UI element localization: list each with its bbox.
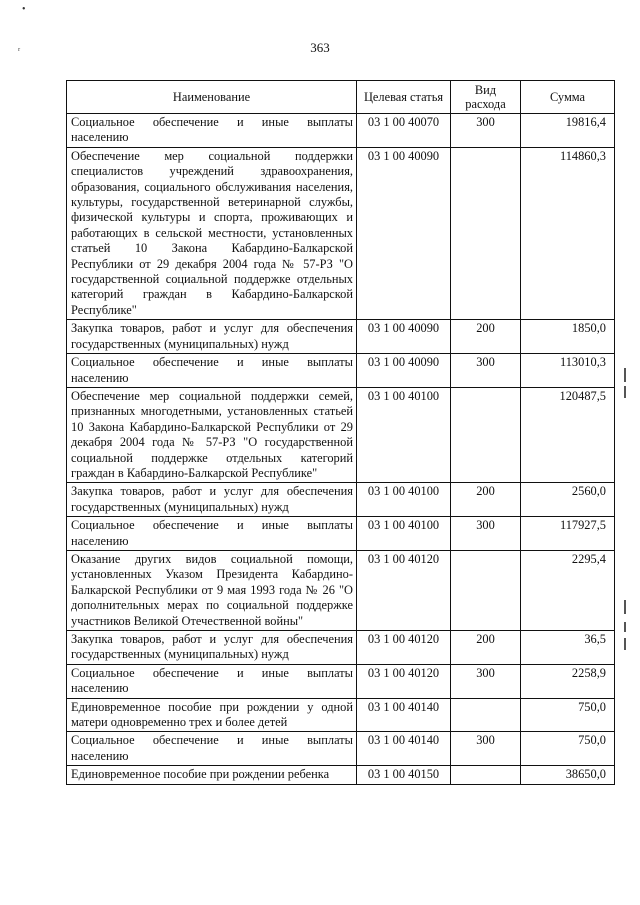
table-row [67,147,615,319]
row-sum: 750,0 [521,698,615,732]
row-type [451,766,521,784]
table-row [67,320,615,354]
row-code: 03 1 00 40090 [357,320,451,354]
header-name: Наименование [67,81,357,114]
row-code: 03 1 00 40120 [357,664,451,698]
row-code: 03 1 00 40100 [357,517,451,551]
row-code: 03 1 00 40090 [357,354,451,388]
row-name: Социальное обеспечение и иные выплаты населению [67,732,357,766]
row-code: 03 1 00 40090 [357,147,451,319]
table-row [67,550,615,630]
row-sum: 2295,4 [521,550,615,630]
row-code: 03 1 00 40140 [357,698,451,732]
table-row [67,766,615,784]
table-row [67,483,615,517]
table-row [67,517,615,551]
scan-mark: ᵣ [18,42,21,53]
row-name: Обеспечение мер социальной поддержки семей, признанных многодетными, установленных статьей 10 Закона Кабардино-Балкарской Республики от 29 декабря 2004 года № 57-РЗ "О государственной социальной поддержке отдельных категорий граждан в Кабардино-Балкарской Республике" [67,387,357,482]
scan-edge-mark [624,600,626,614]
row-sum: 113010,3 [521,354,615,388]
row-name: Единовременное пособие при рождении у одной матери одновременно трех и более детей [67,698,357,732]
row-type: 200 [451,320,521,354]
scan-edge-mark [624,638,626,650]
table-row [67,114,615,148]
row-sum: 2560,0 [521,483,615,517]
row-name: Закупка товаров, работ и услуг для обеспечения государственных (муниципальных) нужд [67,320,357,354]
row-type: 300 [451,114,521,148]
row-sum: 1850,0 [521,320,615,354]
row-sum: 750,0 [521,732,615,766]
header-expense-type: Вид расхода [451,81,521,114]
row-sum: 114860,3 [521,147,615,319]
row-name: Единовременное пособие при рождении ребенка [67,766,357,784]
row-type [451,698,521,732]
scan-edge-mark [624,622,626,632]
row-type: 300 [451,664,521,698]
row-name: Социальное обеспечение и иные выплаты населению [67,664,357,698]
header-sum: Сумма [521,81,615,114]
row-code: 03 1 00 40140 [357,732,451,766]
row-type [451,147,521,319]
row-name: Закупка товаров, работ и услуг для обеспечения государственных (муниципальных) нужд [67,483,357,517]
row-name: Социальное обеспечение и иные выплаты населению [67,517,357,551]
scan-edge-mark [624,386,626,398]
row-name: Социальное обеспечение и иные выплаты населению [67,354,357,388]
row-sum: 117927,5 [521,517,615,551]
row-type: 200 [451,483,521,517]
row-type: 300 [451,354,521,388]
row-sum: 19816,4 [521,114,615,148]
budget-table [66,80,615,785]
row-name: Закупка товаров, работ и услуг для обеспечения государственных (муниципальных) нужд [67,631,357,665]
row-type [451,550,521,630]
page-number: 363 [310,40,330,55]
table-header-row [67,81,615,114]
table-row [67,387,615,482]
row-code: 03 1 00 40100 [357,387,451,482]
row-code: 03 1 00 40120 [357,631,451,665]
row-type: 300 [451,732,521,766]
row-sum: 36,5 [521,631,615,665]
row-code: 03 1 00 40070 [357,114,451,148]
table-row [67,698,615,732]
row-name: Оказание других видов социальной помощи, установленных Указом Президента Кабардино-Балкарской Республики от 9 мая 1993 года № 26 "О дополнительных мерах по социальной поддержке участников Великой Отечественной войны" [67,550,357,630]
table-row [67,354,615,388]
scan-mark: • [22,4,26,15]
table-row [67,732,615,766]
row-name: Социальное обеспечение и иные выплаты населению [67,114,357,148]
row-code: 03 1 00 40150 [357,766,451,784]
row-sum: 38650,0 [521,766,615,784]
row-code: 03 1 00 40100 [357,483,451,517]
row-code: 03 1 00 40120 [357,550,451,630]
row-type: 200 [451,631,521,665]
header-target-article: Целевая статья [357,81,451,114]
row-type [451,387,521,482]
row-type: 300 [451,517,521,551]
table-row [67,664,615,698]
row-name: Обеспечение мер социальной поддержки специалистов учреждений здравоохранения, образования, социального обслуживания населения, культуры, государственной ветеринарной службы, физической культуры и спорта, проживающих и работающих в сельской местности, установленных статьей 10 Закона Кабардино-Балкарской Республики от 29 декабря 2004 года № 57-РЗ "О государственной социальной поддержке отдельных категорий граждан в Кабардино-Балкарской Республике" [67,147,357,319]
row-sum: 120487,5 [521,387,615,482]
scan-edge-mark [624,368,626,382]
table-row [67,631,615,665]
row-sum: 2258,9 [521,664,615,698]
